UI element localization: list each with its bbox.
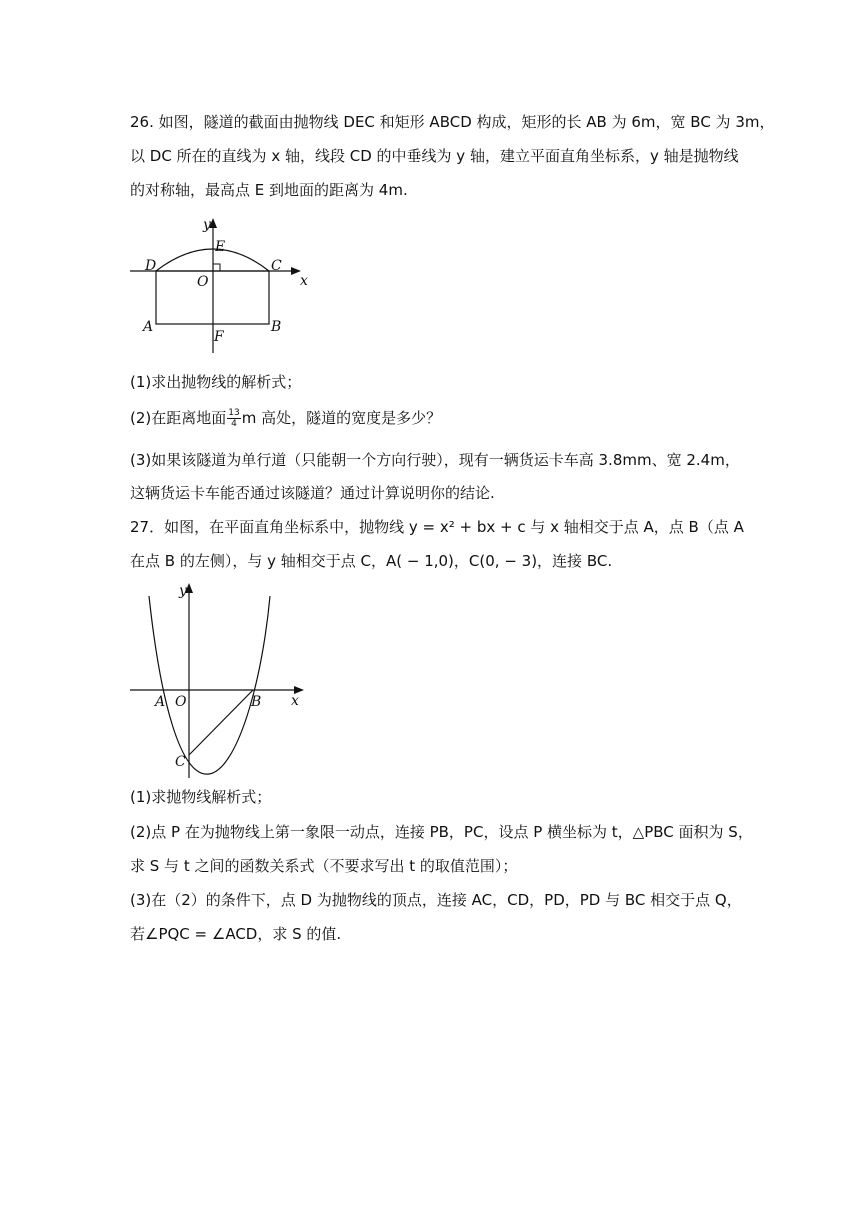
q26-part-2 — [130, 408, 441, 429]
q27-part-1: (1)求抛物线解析式； — [130, 788, 272, 806]
q26-line-1: 26. 如图，隧道的截面由抛物线 DEC 和矩形 ABCD 构成，矩形的长 AB 为 6m，宽 BC 为 3m， — [130, 113, 775, 131]
q26-label-E: E — [215, 239, 226, 255]
q27-label-C: C — [175, 754, 186, 770]
q26-part-2-fraction — [227, 408, 240, 429]
q27-part-3-line-1: (3)在（2）的条件下，点 D 为抛物线的顶点，连接 AC，CD，PD，PD 与 BC 相交于点 Q， — [130, 891, 742, 909]
q26-part-2-lead: (2)在距离地面 — [130, 409, 227, 427]
q27-part-2-line-2: 求 S 与 t 之间的函数关系式（不要求写出 t 的取值范围）； — [130, 857, 518, 875]
q26-label-C: C — [271, 258, 282, 274]
q26-part-2-tail: m 高处，隧道的宽度是多少？ — [241, 409, 442, 427]
q27-part-3-line-2: 若∠PQC = ∠ACD，求 S 的值. — [130, 925, 342, 943]
q26-label-B: B — [271, 319, 282, 335]
q27-part-2-line-1: (2)点 P 在为抛物线上第一象限一动点，连接 PB，PC，设点 P 横坐标为 t，△PBC 面积为 S， — [130, 823, 753, 841]
q27-label-B: B — [251, 694, 262, 710]
q27-label-A: A — [155, 694, 166, 710]
fraction-denominator: 4 — [231, 419, 237, 429]
q26-part-3-line-2: 这辆货运卡车能否通过该隧道？通过计算说明你的结论. — [130, 484, 495, 502]
q27-line-1: 27．如图，在平面直角坐标系中，抛物线 y = x² + bx + c 与 x 轴相交于点 A，点 B（点 A — [130, 518, 744, 536]
q26-label-x: x — [300, 273, 308, 289]
q26-label-y: y — [203, 217, 211, 233]
q26-label-A: A — [143, 319, 154, 335]
q27-label-x: x — [291, 693, 299, 709]
q26-tunnel-figure — [125, 213, 315, 355]
q26-line-3: 的对称轴，最高点 E 到地面的距离为 4m. — [130, 181, 408, 199]
q27-line-2: 在点 B 的左侧），与 y 轴相交于点 C，A( − 1,0)，C(0, − 3)，连接 BC. — [130, 552, 613, 570]
q26-label-D: D — [145, 258, 157, 274]
q27-label-O: O — [175, 694, 187, 710]
q26-label-F: F — [214, 329, 224, 345]
q26-part-3-line-1: (3)如果该隧道为单行道（只能朝一个方向行驶），现有一辆货运卡车高 3.8mm、宽 2.4m， — [130, 451, 740, 469]
q27-label-y: y — [179, 583, 187, 599]
fraction-numerator: 13 — [228, 408, 240, 418]
q26-line-2: 以 DC 所在的直线为 x 轴，线段 CD 的中垂线为 y 轴，建立平面直角坐标系，y 轴是抛物线 — [130, 147, 739, 165]
q26-part-1: (1)求出抛物线的解析式； — [130, 373, 302, 391]
q27-parabola-figure — [125, 578, 315, 780]
q26-label-O: O — [197, 274, 209, 290]
